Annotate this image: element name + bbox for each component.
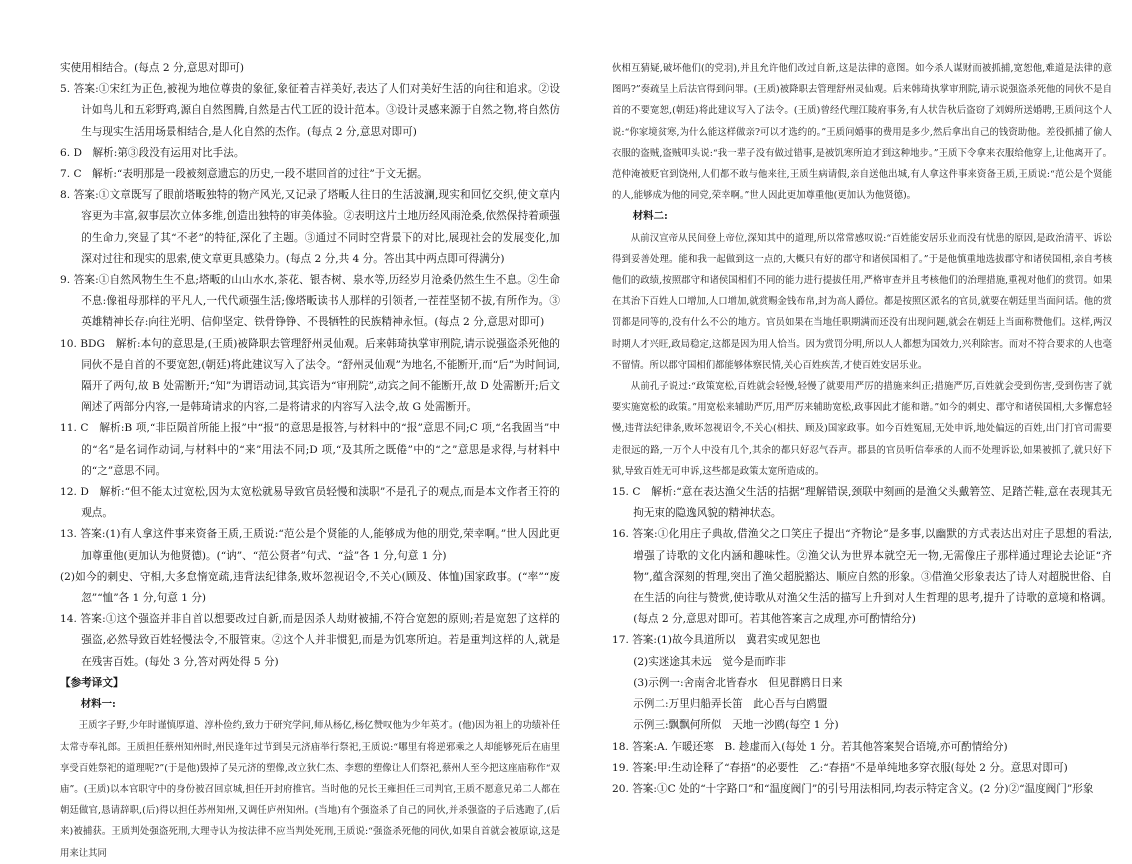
answer-12: 12. D 解析:“但不能太过宽松,因为太宽松就易导致官员轻慢和渎职”不是孔子的观点,而是本文作者王符的观点。 [60,486,560,520]
translation-paragraph: 从前汉宣帝从民间登上帝位,深知其中的道理,所以常常感叹说:“百姓能安居乐业而没有忧患的原因,是政治清平、诉讼得到妥善处理。能和我一起做到这一点的,大概只有好的郡守和诸侯国相了。”于是他慎重地选拔郡守和诸侯国相,亲自考核他们的政绩,按照郡守和诸侯国相们不同的能力进行提拔任用,严格审查并且考核他们的治理措施,重视对他们的赏罚。如果在其治下百姓人口增加,人口增加,就赏赐金钱布帛,封为高人爵位。都是按照区派名的官员,就要在朝廷里当面问话。他的赏罚都是同等的,没有什么不公的地方。官员如果在当地任职期满而还没有出现问题,就会在朝廷上当面称赞他们。这样,两汉时期人才兴旺,政局稳定,这都是因为用人恰当。因为赏罚分明,所以人人都想为国效力,兴利除害。而对不符合要求的人也毫不留情。所以郡守国相们都能够体察民情,关心百姓疾苦,才使百姓安居乐业。 [612,232,1112,371]
answer-17-line: (2)实迷途其未远 觉今是而昨非 [633,655,786,668]
answer-17-line: 示例三:飘飘何所似 天地一沙鸥(每空 1 分) [633,719,839,732]
material-heading: 材料一: [80,698,116,711]
answer-11: 11. C 解析:B 项,“非臣陨首所能上报”中“报”的意思是报答,与材料中的“报”意思不同;C 项,“名我固当”中的“名”是名词作动词,与材料中的“来”用法不同;D 项,“及其所之既倦”中的“之”意思是求得,与材料中的“之”意思不同。 [60,422,560,477]
answer-10: 10. BDG 解析:本句的意思是,(王质)被降职去管理舒州灵仙观。后来韩琦执掌审刑院,请示说强盗杀死他的同伙不是自首的不要宽恕,(朝廷)将此建议写入了法令。“舒州灵仙观”为地名,不能断开,而“后”为时间词,隔开了两句,故 B 处需断开;“知”为谓语动词,其宾语为“审刑院”,动宾之间不能断开,故 D 处需断开;后文阐述了两部分内容,一是韩琦请求的内容,二是将请求的内容写入法令,故 G 处需断开。 [60,337,560,414]
answer-13-2: (2)如今的刺史、守相,大多怠惰宽疏,违背法纪律条,败坏忽视诏令,不关心(顾及、体恤)国家政事。(“率”“废忽”“恤”各 1 分,句意 1 分) [60,570,560,605]
answer-8: 8. 答案:①文章既写了眼前塔畈独特的物产风光,又记录了塔畈人往日的生活波澜,现实和回忆交织,使文章内容更为丰富,叙事层次立体多维,创造出独特的审美体验。②表明这片土地历经风雨沧桑,依然保持着顽强的生命力,突显了其“不老”的特征,深化了主题。③通过不同时空背景下的对比,展现社会的发展变化,加深对过往和现实的思索,使文章更具感染力。(每点 2 分,共 4 分。答出其中两点即可得满分) [60,189,560,265]
section-heading: 【参考译文】 [60,676,124,689]
answer-17-line: (3)示例一:舍南舍北皆春水 但见群鸥日日来 [633,676,843,689]
answer-7: 7. C 解析:“表明那是一段被刻意遗忘的历史,一段不堪回首的过往”于文无据。 [60,168,428,181]
answer-20: 20. 答案:①C 处的“十字路口”和“温度阀门”的引号用法相同,均表示特定含义。(2 分)②“温度阀门”形象 [612,782,1094,795]
answer-13-1: 13. 答案:(1)有人拿这件事来资备王质,王质说:“范公是个贤能的人,能够成为他的朋党,荣幸啊。”世人因此更加尊重他(更加认为他贤德)。(“讷”、“范公贤者”句式、“益”各 1 分,句意 1 分) [60,528,560,562]
text-line: 实使用相结合。(每点 2 分,意思对即可) [60,62,245,74]
answer-19: 19. 答案:甲:生动诠释了“春捂”的必要性 乙:“春捂”不是单纯地多穿衣服(每处 2 分。意思对即可) [612,761,1068,774]
answer-9: 9. 答案:①自然风物生生不息;塔畈的山山水水,茶花、银杏树、泉水等,历经岁月沧桑仍然生生不息。②生命不息:像祖母那样的平凡人,一代代顽强生活;像塔畈读书人那样的引领者,一茬茬坚韧不拔,有所作为。③英雄精神长存:向往光明、信仰坚定、铁骨铮铮、不畏牺牲的民族精神永恒。(每点 2 分,意思对即可) [60,274,560,329]
material-heading: 材料二: [632,210,668,223]
translation-paragraph: 王质字子野,少年时谨慎厚道、淳朴俭约,致力于研究学问,师从杨亿,杨亿赞叹他为少年英才。(他)因为祖上的功绩补任太常寺奉礼郎。王质担任蔡州知州时,州民逢年过节到吴元济庙举行祭祀,王质说:“哪里有将逆邪乘之人却能够死后在庙里享受百姓祭祀的道理呢?”(于是他)毁掉了吴元济的塑像,改立狄仁杰、李愬的塑像让人们祭祀,蔡州人至今把这座庙称作“双庙”。(王质)以本官职守中的身份被召回京城,担任开封府推官。当时他的兄长王雍担任三司判官,王质不愿意兄弟二人都在朝廷做官,恳请辞职,(后)得以担任苏州知州,又调任庐州知州。(当地)有个强盗杀了自己的同伙,并杀强盗的子后逃跑了,(后来)被捕获。王质判处强盗死刑,大理寺认为按法律不应当判处死刑,王质说:“强盗杀死他的同伙,如果自首就会被原谅,这是用来让其同 [60,720,560,859]
answer-5: 5. 答案:①宋红为正色,被视为地位尊贵的象征,象征着吉祥美好,表达了人们对美好生活的向往和追求。②设计如鸟儿和五彩野鸡,源自自然图腾,自然是古代工匠的设计范本。③设计灵感来源于自然之物,将自然仿生与现实生活用场景相结合,是人化自然的杰作。(每点 2 分,意思对即可) [60,83,560,138]
answer-16: 16. 答案:①化用庄子典故,借渔父之口笑庄子提出“齐物论”是多事,以幽默的方式表达出对庄子思想的看法,增强了诗歌的文化内涵和趣味性。②渔父认为世界本就空无一物,无需像庄子那样通过理论去论证“齐物”,蕴含深刻的哲理,突出了渔父超脱豁达、顺应自然的形象。③借渔父形象表达了诗人对超脱世俗、自在生活的向往与赞赏,使诗歌从对渔父生活的描写上升到对人生哲理的思考,提升了诗歌的意境和格调。(每点 2 分,意思对即可。若其他答案言之成理,亦可酌情给分) [612,528,1112,626]
translation-paragraph: 从前孔子说过:“政策宽松,百姓就会轻慢,轻慢了就要用严厉的措施来纠正;措施严厉,百姓就会受到伤害,受到伤害了就要实施宽松的政策。”用宽松来辅助严厉,用严厉来辅助宽松,政事因此才能和谐。”如今的刺史、郡守和诸侯国相,大多懈怠轻慢,违背法纪律条,败坏忽视诏令,不关心(相扶、顾及)国家政事。如今百姓冤屈,无处申诉,地处偏远的百姓,出门打官司需要走很远的路,一万个人中没有几个,其余的都只好忍气吞声。郡县的官员听信奉承的人而不处理诉讼,如果被抓了,就只好下狱,导致百姓无可申诉,这些都是政策太宽所造成的。 [612,381,1112,477]
left-column [60,58,560,864]
answer-6: 6. D 解析:第③段没有运用对比手法。 [60,146,245,159]
answer-17: 17. 答案:(1)故今具道所以 冀君实或见恕也 [612,634,821,647]
answer-15: 15. C 解析:“意在表达渔父生活的拮据”理解错误,颈联中刻画的是渔父头戴箬笠、足踏芒鞋,意在表现其无拘无束的隐逸风貌的精神状态。 [612,486,1112,520]
answer-17-line: 示例二:万里归船弄长笛 此心吾与白鸥盟 [633,698,828,711]
answer-14: 14. 答案:①这个强盗并非自首以想要改过自新,而是因杀人劫财被捕,不符合宽恕的原则;若是宽恕了这样的强盗,必然导致百姓轻慢法令,不服管束。②这个人并非惯犯,而是为饥寒所迫。若是重判这样的人,就是在残害百姓。(每处 3 分,答对两处得 5 分) [60,613,560,668]
translation-paragraph: 伙相互猜疑,破坏他们(的党羽),并且允许他们改过自新,这是法律的意图。如今杀人谋财而被抓捕,宽恕他,难道是法律的意图吗?”奏疏呈上后法官得到问罪。(王质)被降职去管理舒州灵仙观。后来韩琦执掌审刑院,请示说强盗杀死他的同伙不是自首的不要宽恕,(朝廷)将此建议写入了法令。(王质)曾经代理江陵府事务,有人状告秋后盗窃了刘姆所送婚聘,王质问这个人说:“你家境贫寒,为什么能这样做亲?可以才选约的。”王质问婚事的费用是多少,然后拿出自己的钱资助他。差役抓捕了偷人衣服的盗贼,盗贼叩头说:“我一辈子没有做过错事,是被饥寒所迫才到这种地步。”王质下令拿来衣服给他穿上,让他离开了。范仲淹被贬官到饶州,人们都不敢与他来往,王质生病请假,亲自送他出城,有人拿这件事来资备王质,王质说:“范公是个贤能的人,能够成为他的同党,荣幸啊。”世人因此更加尊重他(更加认为他贤德)。 [612,63,1112,202]
answer-18: 18. 答案:A. 乍暖还寒 B. 趁虚而入(每处 1 分。若其他答案契合语境,亦可酌情给分) [612,740,1008,753]
right-column [612,58,1112,800]
